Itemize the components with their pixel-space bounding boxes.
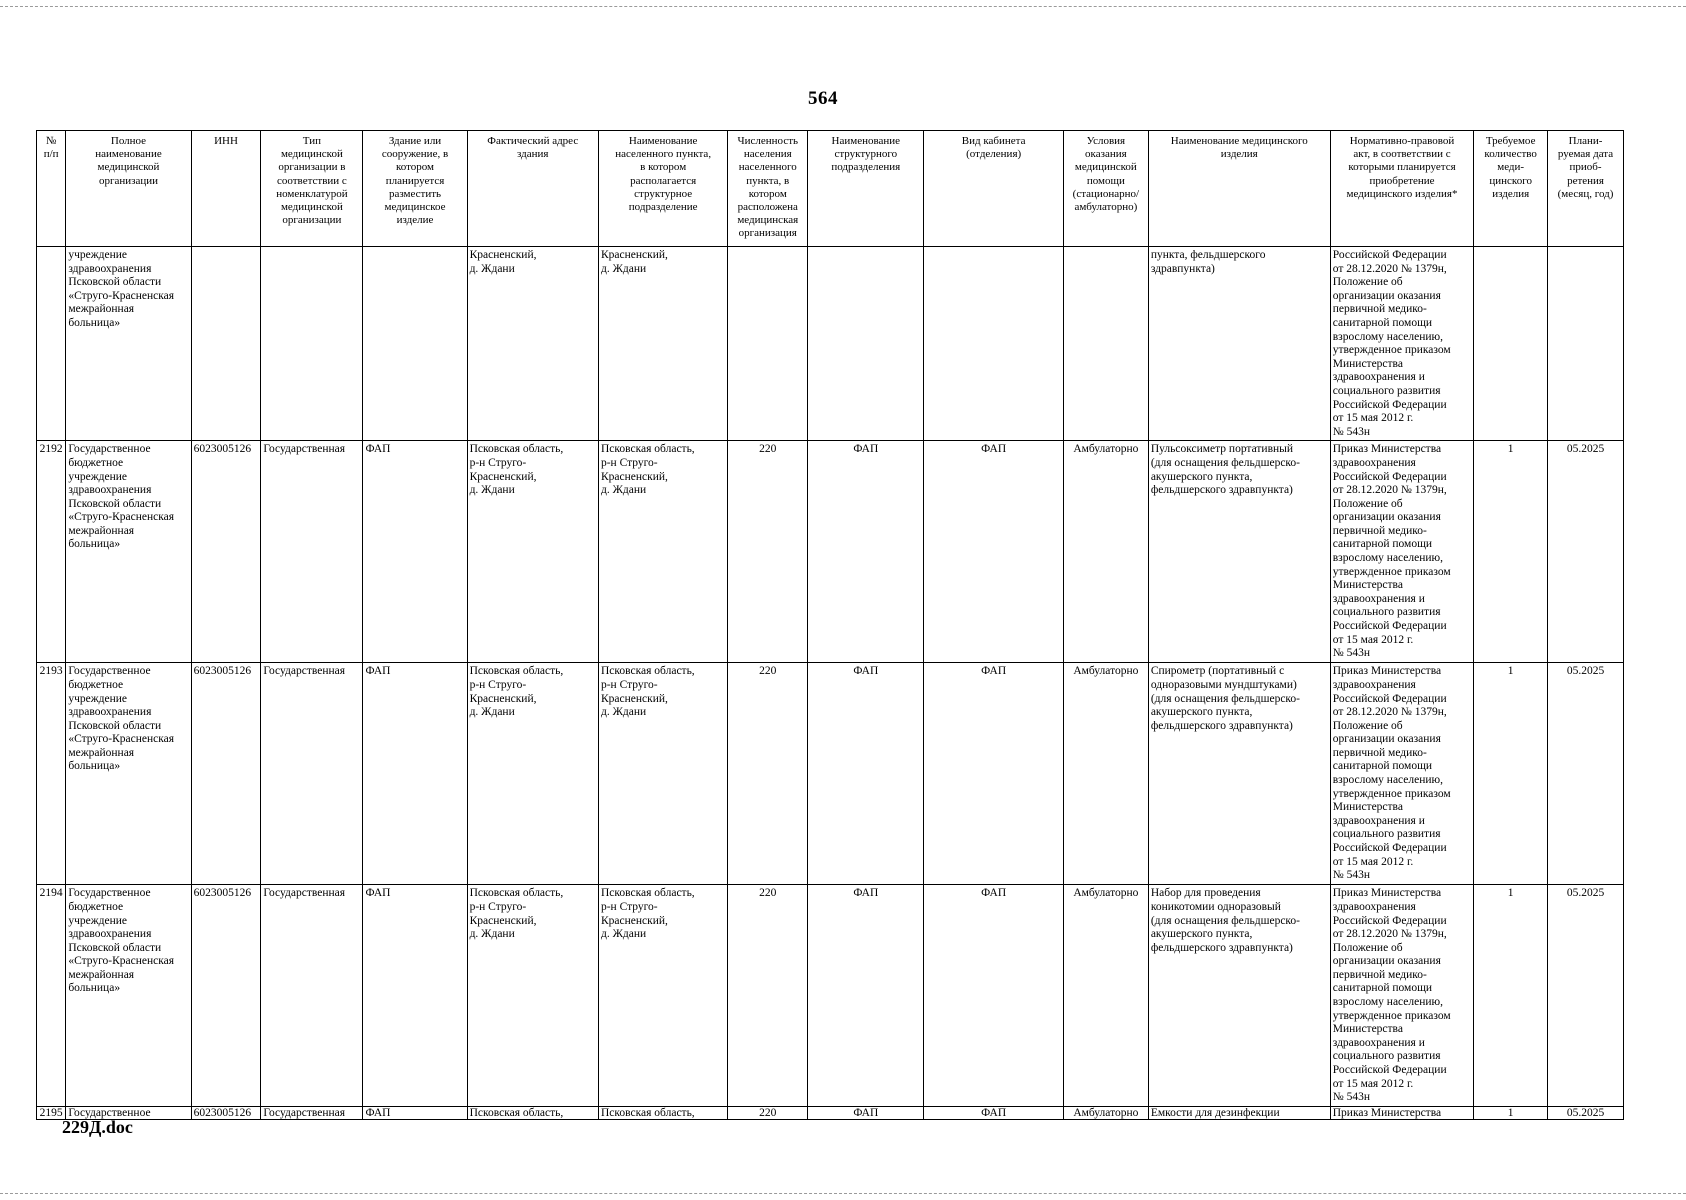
cell-org-type: Государственная xyxy=(261,663,363,885)
table-row xyxy=(37,885,1624,1107)
cell-unit xyxy=(808,247,924,441)
cell-org-type: Государственная xyxy=(261,1107,363,1120)
cell-org-name: учреждение здравоохранения Псковской области «Струго-Красненская межрайонная больница» xyxy=(66,247,191,441)
cell-num: 2195 xyxy=(37,1107,66,1120)
header-quantity: Требуемое количество меди- цинского изделия xyxy=(1474,131,1548,247)
table-header-row xyxy=(37,131,1624,247)
cell-population: 220 xyxy=(728,885,808,1107)
cell-population: 220 xyxy=(728,1107,808,1120)
cell-inn: 6023005126 xyxy=(191,441,261,663)
cell-conditions: Амбулаторно xyxy=(1063,663,1148,885)
cell-device: Спирометр (портативный с одноразовыми мундштуками) (для оснащения фельдшерско- акушерского пункта, фельдшерского здравпункта) xyxy=(1148,663,1330,885)
cell-cabinet: ФАП xyxy=(924,885,1063,1107)
cell-population xyxy=(728,247,808,441)
header-device: Наименование медицинского изделия xyxy=(1148,131,1330,247)
cell-address: Красненский, д. Ждани xyxy=(467,247,598,441)
scan-edge-bottom xyxy=(0,1193,1686,1194)
file-name-label: 229Д.doc xyxy=(62,1117,133,1137)
cell-conditions: Амбулаторно xyxy=(1063,885,1148,1107)
table-row xyxy=(37,441,1624,663)
cell-inn: 6023005126 xyxy=(191,885,261,1107)
cell-legal-act: Приказ Министерства здравоохранения Российской Федерации от 28.12.2020 № 1379н, Положение об организации оказания первичной медико- санитарной помощи взрослому населению, утвержденное приказом Министерства здравоохранения и социального развития Российской Федерации от 15 мая 2012 г. № 543н xyxy=(1330,663,1474,885)
cell-cabinet: ФАП xyxy=(924,441,1063,663)
cell-inn: 6023005126 xyxy=(191,1107,261,1120)
cell-address: Псковская область, xyxy=(467,1107,598,1120)
cell-org-type: Государственная xyxy=(261,885,363,1107)
cell-conditions: Амбулаторно xyxy=(1063,1107,1148,1120)
cell-org-name: Государственное бюджетное учреждение здравоохранения Псковской области «Струго-Красненская межрайонная больница» xyxy=(66,441,191,663)
header-date: Плани- руемая дата приоб- ретения (месяц, год) xyxy=(1548,131,1624,247)
cell-num xyxy=(37,247,66,441)
cell-cabinet: ФАП xyxy=(924,663,1063,885)
cell-quantity: 1 xyxy=(1474,441,1548,663)
cell-device: Пульсоксиметр портативный (для оснащения фельдшерско- акушерского пункта, фельдшерского здравпункта) xyxy=(1148,441,1330,663)
cell-address: Псковская область, р-н Струго- Красненский, д. Ждани xyxy=(467,885,598,1107)
cell-quantity: 1 xyxy=(1474,663,1548,885)
cell-building xyxy=(363,247,467,441)
cell-num: 2192 xyxy=(37,441,66,663)
cell-population: 220 xyxy=(728,441,808,663)
cell-org-name: Государственное xyxy=(66,1107,191,1120)
cell-building: ФАП xyxy=(363,441,467,663)
cell-date: 05.2025 xyxy=(1548,885,1624,1107)
cell-cabinet: ФАП xyxy=(924,1107,1063,1120)
cell-conditions xyxy=(1063,247,1148,441)
header-inn: ИНН xyxy=(191,131,261,247)
cell-legal-act: Приказ Министерства здравоохранения Российской Федерации от 28.12.2020 № 1379н, Положение об организации оказания первичной медико- санитарной помощи взрослому населению, утвержденное приказом Министерства здравоохранения и социального развития Российской Федерации от 15 мая 2012 г. № 543н xyxy=(1330,441,1474,663)
cell-settlement: Псковская область, р-н Струго- Красненский, д. Ждани xyxy=(598,663,727,885)
cell-conditions: Амбулаторно xyxy=(1063,441,1148,663)
header-org-name: Полное наименование медицинской организации xyxy=(66,131,191,247)
cell-quantity: 1 xyxy=(1474,885,1548,1107)
cell-cabinet xyxy=(924,247,1063,441)
cell-inn xyxy=(191,247,261,441)
cell-address: Псковская область, р-н Струго- Красненский, д. Ждани xyxy=(467,663,598,885)
cell-org-name: Государственное бюджетное учреждение здравоохранения Псковской области «Струго-Красненская межрайонная больница» xyxy=(66,663,191,885)
header-settlement: Наименование населенного пункта, в котором располагается структурное подразделение xyxy=(598,131,727,247)
cell-date: 05.2025 xyxy=(1548,441,1624,663)
cell-date: 05.2025 xyxy=(1548,1107,1624,1120)
cell-unit: ФАП xyxy=(808,1107,924,1120)
cell-org-name: Государственное бюджетное учреждение здравоохранения Псковской области «Струго-Красненская межрайонная больница» xyxy=(66,885,191,1107)
header-conditions: Условия оказания медицинской помощи (стационарно/ амбулаторно) xyxy=(1063,131,1148,247)
cell-quantity: 1 xyxy=(1474,1107,1548,1120)
cell-unit: ФАП xyxy=(808,441,924,663)
cell-settlement: Псковская область, р-н Струго- Красненский, д. Ждани xyxy=(598,885,727,1107)
cell-building: ФАП xyxy=(363,663,467,885)
cell-settlement: Красненский, д. Ждани xyxy=(598,247,727,441)
cell-quantity xyxy=(1474,247,1548,441)
cell-building: ФАП xyxy=(363,1107,467,1120)
header-legal-act: Нормативно-правовой акт, в соответствии с которыми планируется приобретение медицинского изделия* xyxy=(1330,131,1474,247)
header-unit: Наименование структурного подразделения xyxy=(808,131,924,247)
cell-device: Емкости для дезинфекции xyxy=(1148,1107,1330,1120)
cell-date xyxy=(1548,247,1624,441)
cell-legal-act: Приказ Министерства здравоохранения Российской Федерации от 28.12.2020 № 1379н, Положение об организации оказания первичной медико- санитарной помощи взрослому населению, утвержденное приказом Министерства здравоохранения и социального развития Российской Федерации от 15 мая 2012 г. № 543н xyxy=(1330,885,1474,1107)
cell-device: Набор для проведения коникотомии одноразовый (для оснащения фельдшерско- акушерского пункта, фельдшерского здравпункта) xyxy=(1148,885,1330,1107)
cell-legal-act: Приказ Министерства xyxy=(1330,1107,1474,1120)
cell-population: 220 xyxy=(728,663,808,885)
cell-settlement: Псковская область, р-н Струго- Красненский, д. Ждани xyxy=(598,441,727,663)
cell-num: 2193 xyxy=(37,663,66,885)
cell-building: ФАП xyxy=(363,885,467,1107)
cell-num: 2194 xyxy=(37,885,66,1107)
cell-unit: ФАП xyxy=(808,663,924,885)
cell-inn: 6023005126 xyxy=(191,663,261,885)
cell-date: 05.2025 xyxy=(1548,663,1624,885)
header-building: Здание или сооружение, в котором планируется разместить медицинское изделие xyxy=(363,131,467,247)
header-org-type: Тип медицинской организации в соответствии с номенклатурой медицинской организации xyxy=(261,131,363,247)
cell-org-type xyxy=(261,247,363,441)
table-row xyxy=(37,663,1624,885)
cell-legal-act: Российской Федерации от 28.12.2020 № 1379н, Положение об организации оказания первичной медико- санитарной помощи взрослому населению, утвержденное приказом Министерства здравоохранения и социального развития Российской Федерации от 15 мая 2012 г. № 543н xyxy=(1330,247,1474,441)
cell-unit: ФАП xyxy=(808,885,924,1107)
scan-edge-top xyxy=(0,6,1686,7)
header-num: № п/п xyxy=(37,131,66,247)
cell-device: пункта, фельдшерского здравпункта) xyxy=(1148,247,1330,441)
cell-org-type: Государственная xyxy=(261,441,363,663)
header-cabinet: Вид кабинета (отделения) xyxy=(924,131,1063,247)
cell-settlement: Псковская область, xyxy=(598,1107,727,1120)
header-address: Фактический адрес здания xyxy=(467,131,598,247)
cell-address: Псковская область, р-н Струго- Красненский, д. Ждани xyxy=(467,441,598,663)
medical-devices-table xyxy=(36,130,1624,1120)
table-row-continuation xyxy=(37,247,1624,441)
header-population: Численность населения населенного пункта, в котором расположена медицинская организация xyxy=(728,131,808,247)
page-number: 564 xyxy=(808,88,838,109)
table-row xyxy=(37,1107,1624,1120)
